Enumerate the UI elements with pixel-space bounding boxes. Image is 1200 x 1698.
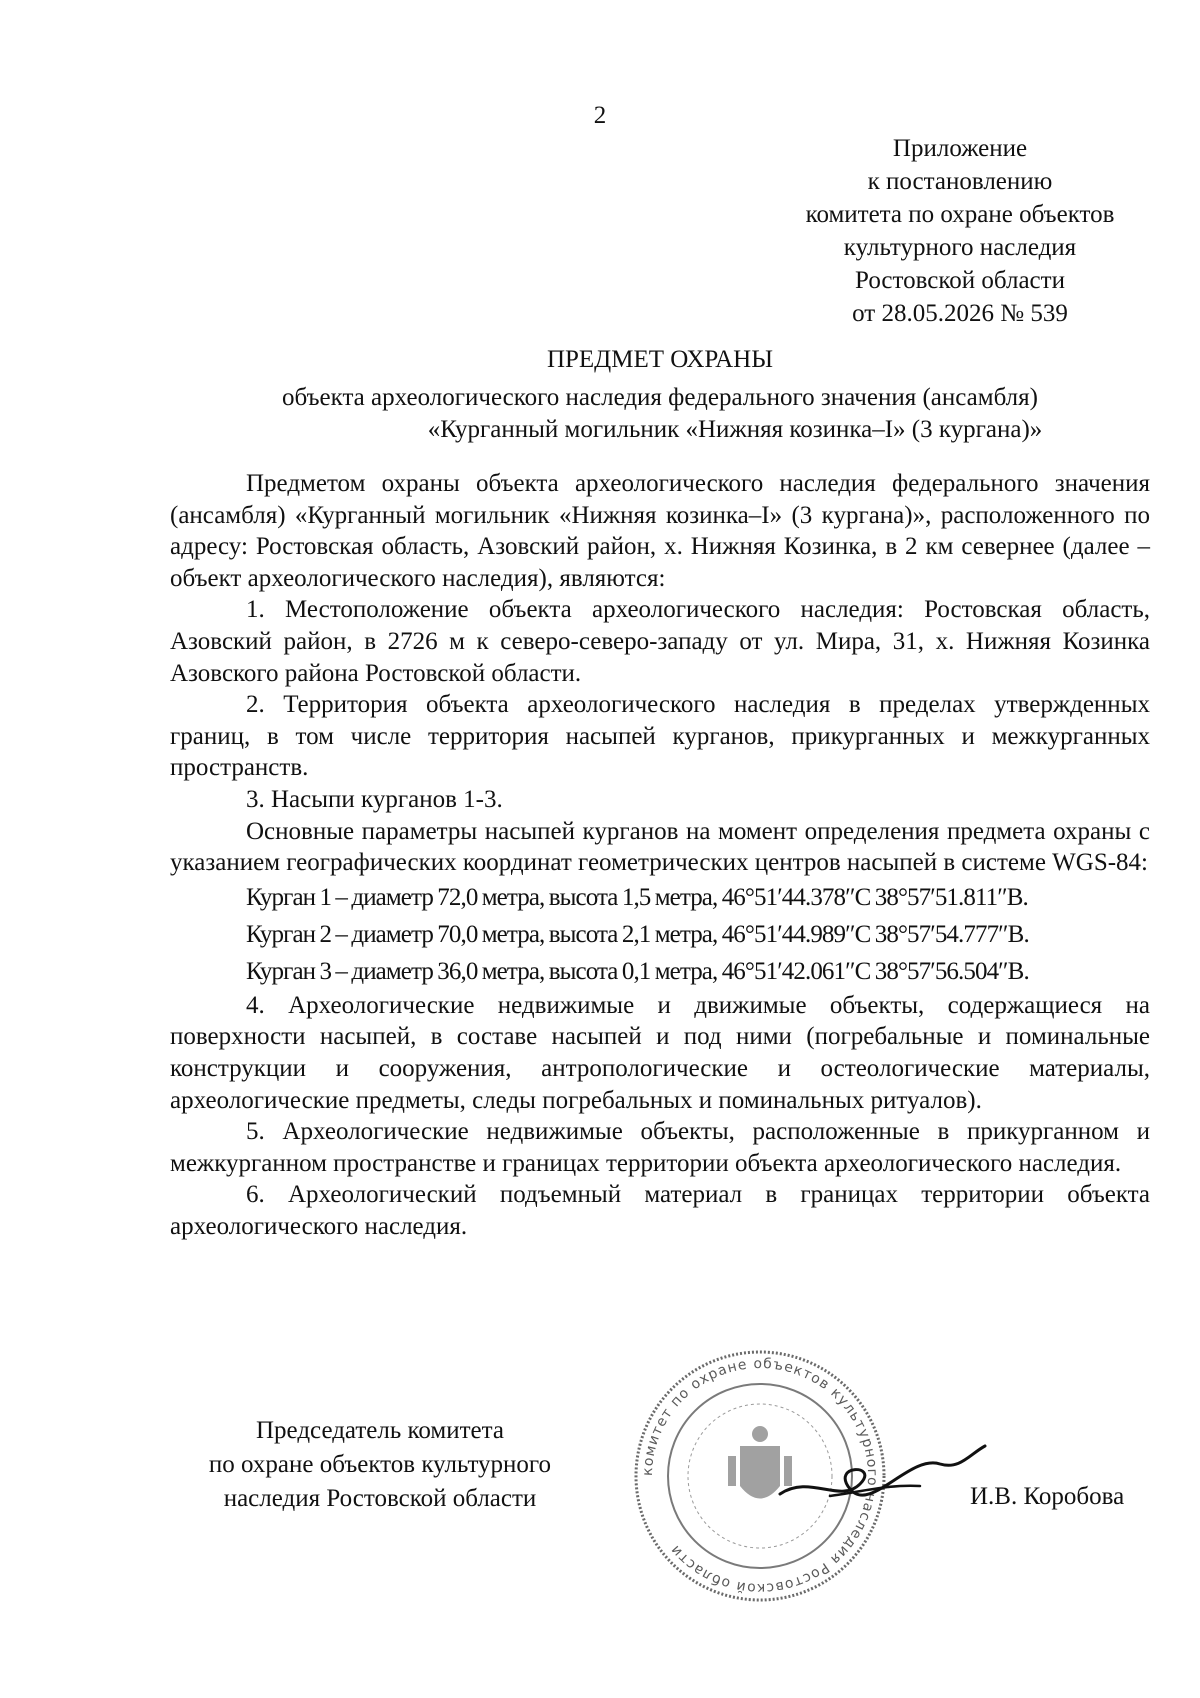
item-5: 5. Археологические недвижимые объекты, расположенные в прикурганном и межкурганном пространстве и границах территории объекта археологического наследия. [170,1118,1150,1177]
kurgan-2-line: Курган 2 – диаметр 70,0 метра, высота 2,1 метра, 46°51′44.989″С 38°57′54.777″В. [246,920,1029,948]
document-body [170,468,1150,1242]
appendix-line: культурного наследия [843,234,1077,261]
title-subtitle: объекта археологического наследия федерального значения (ансамбля) [282,384,1038,411]
intro-paragraph: Предметом охраны объекта археологического наследия федерального значения (ансамбля) «Курганный могильник «Нижняя козинка–I» (3 кургана)», расположенного по адресу: Ростовская область, Азовский район, х. Нижняя Козинка, в 2 км севернее (далее – объект археологического наследия), являются: [170,470,1150,592]
signatory-position [170,1414,590,1516]
item-6: 6. Археологический подъемный материал в границах территории объекта археологического наследия. [170,1181,1150,1240]
item-4: 4. Археологические недвижимые и движимые объекты, содержащиеся на поверхности насыпей, в составе насыпей и под ними (погребальные и поминальные конструкции и сооружения, антропологические и остеологические материалы, археологические предметы, следы погребальных и поминальных ритуалов). [170,991,1150,1114]
page-number: 2 [593,102,607,129]
kurgan-1-line: Курган 1 – диаметр 72,0 метра, высота 1,5 метра, 46°51′44.378″С 38°57′51.811″В. [246,883,1028,911]
signatory-position-line: Председатель комитета [256,1417,504,1444]
handwritten-signature [770,1434,990,1514]
appendix-line: Приложение [892,135,1028,162]
appendix-line: Ростовской области [855,267,1065,294]
document-title [170,344,1150,446]
item-2: 2. Территория объекта археологического наследия в пределах утвержденных границ, в том числе территория насыпей курганов, прикурганных и межкурганных пространств. [170,691,1150,782]
appendix-date-number: от 28.05.2026 № 539 [852,300,1068,327]
signatory-position-line: по охране объектов культурного [208,1451,552,1478]
appendix-line: к постановлению [867,168,1053,195]
kurgan-3-line: Курган 3 – диаметр 36,0 метра, высота 0,1 метра, 46°51′42.061″С 38°57′56.504″В. [246,957,1029,985]
signature-block [170,1355,1170,1597]
signatory-position-line: наследия Ростовской области [223,1485,537,1512]
item-1: 1. Местоположение объекта археологического наследия: Ростовская область, Азовский район, в 2726 м к северо-северо-западу от ул. Мира, 31, х. Нижняя Козинка Азовского района Ростовской области. [170,596,1150,687]
item-3: 3. Насыпи курганов 1-3. [246,785,503,813]
appendix-header [740,132,1180,330]
title-object-name: «Курганный могильник «Нижняя козинка–I» (3 кургана)» [427,416,1043,443]
parameters-paragraph: Основные параметры насыпей курганов на момент определения предмета охраны с указанием географических координат геометрических центров насыпей в системе WGS-84: [170,817,1150,877]
title-heading: ПРЕДМЕТ ОХРАНЫ [546,346,774,373]
signatory-name: И.В. Коробова [970,1483,1125,1510]
seal-text: комитет по охране объектов культурного наследия Ростовской области [639,1355,881,1597]
appendix-line: комитета по охране объектов [805,201,1115,228]
